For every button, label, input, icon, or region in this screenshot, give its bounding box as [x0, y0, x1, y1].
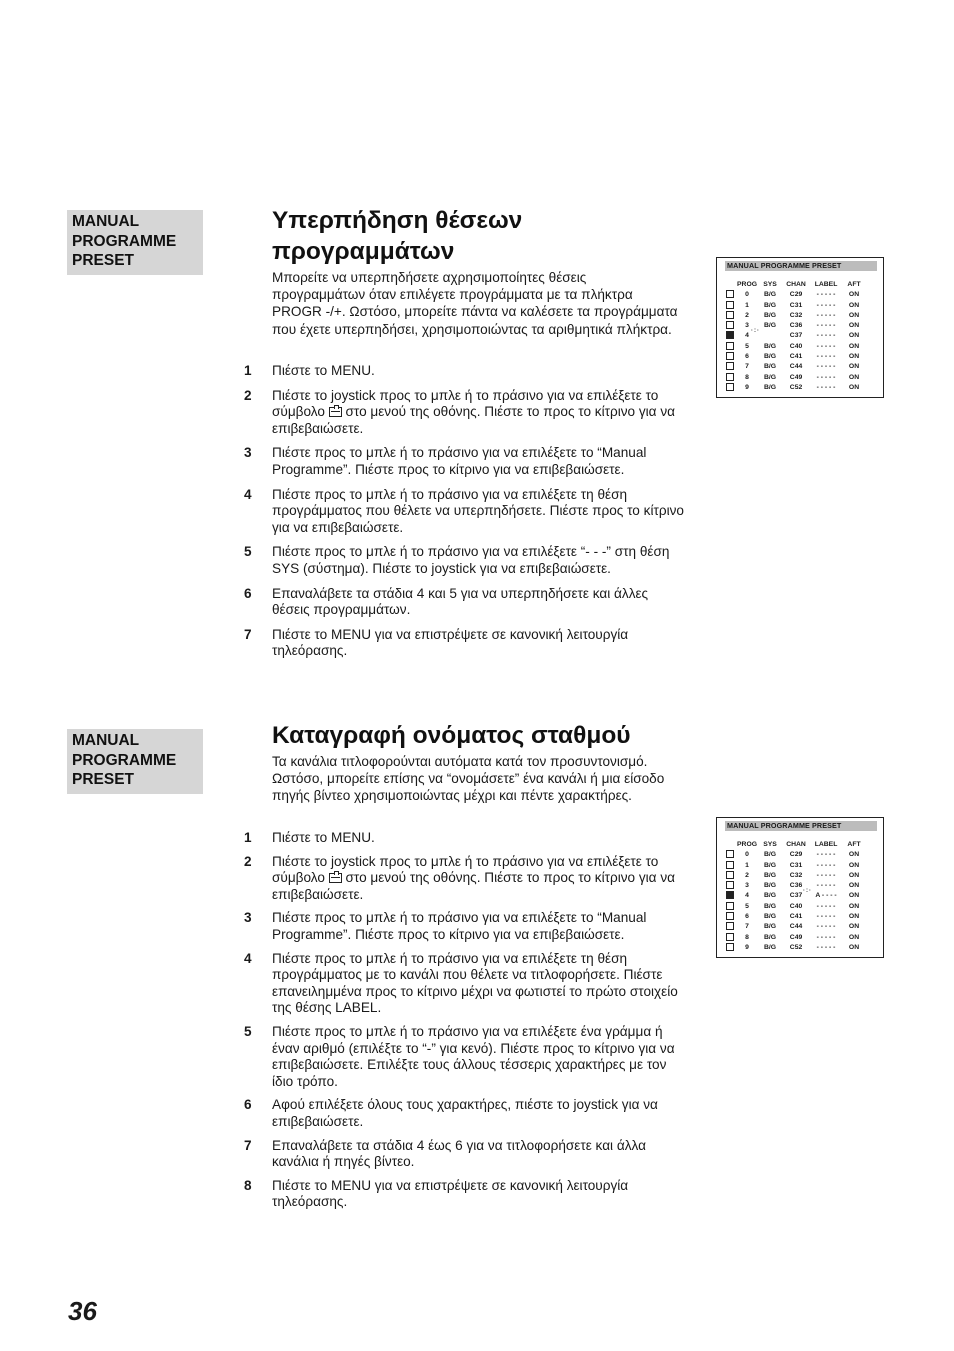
- table-cell: ON: [848, 913, 860, 921]
- step-text: Επαναλάβετε τα στάδια 4 έως 6 για να τιτλοφορήσετε και άλλα κανάλια ή πηγές βίντεο.: [272, 1137, 646, 1170]
- table-cell: B/G: [763, 342, 777, 350]
- step-number: 3: [244, 910, 252, 926]
- checkbox-icon: [726, 881, 734, 889]
- table-cell: - - - - -: [816, 322, 836, 330]
- table-cell: B/G: [763, 913, 777, 921]
- step-number: 2: [244, 853, 252, 869]
- table-cell: - - - - -: [816, 902, 836, 910]
- table-cell: C32: [789, 871, 803, 879]
- table-cell: C44: [789, 923, 803, 931]
- checkbox-column: [723, 281, 737, 290]
- table-row: [723, 933, 865, 943]
- checkbox-cell: [723, 850, 737, 860]
- step-text: Πιέστε προς το μπλε ή το πράσινο για να επιλέξετε το “Manual Programme”. Πιέστε προς το κίτρινο για να επιβεβαιώσετε.: [272, 445, 647, 477]
- table-cell: 5: [745, 902, 749, 910]
- table-cell: - - - - -: [816, 861, 836, 869]
- column-header: SYS: [763, 841, 777, 848]
- step-item: [244, 1097, 684, 1130]
- step-item: [244, 830, 684, 847]
- checkbox-icon: [726, 861, 734, 869]
- step-number: 5: [244, 1023, 252, 1039]
- table-row: [723, 912, 865, 922]
- checkbox-icon: [726, 943, 734, 951]
- table-row: [723, 850, 865, 860]
- table-row: [723, 861, 865, 871]
- table-row: [723, 922, 865, 932]
- table-row: [723, 902, 865, 912]
- table-cell: ON: [848, 923, 860, 931]
- table-row: [723, 871, 865, 881]
- checkbox-cell: [723, 933, 737, 943]
- table-cell: - - - - -: [816, 332, 836, 340]
- table-cell: B/G: [763, 363, 777, 371]
- column-header: LABEL: [814, 841, 838, 848]
- table-cell: ON: [848, 892, 860, 900]
- step-text: Πιέστε προς το μπλε ή το πράσινο για να επιλέξετε ένα γράμμα ή έναν αριθμό (επιλέξτε το “-” για κενό). Πιέστε προς το κίτρινο για να επιβεβαιώσετε. Επιλέξτε τους άλλους τέσσερις χαρακτήρες με τον ίδιο τρόπο.: [272, 1023, 675, 1089]
- table-row: [723, 321, 865, 331]
- heading-station-name: Καταγραφή ονόματος σταθμού: [272, 722, 631, 749]
- step-item: [244, 854, 684, 904]
- step-text: Πιέστε προς το μπλε ή το πράσινο για να επιλέξετε τη θέση προγράμματος με το κανάλι που θέλετε να τιτλοφορήσετε. Πιέστε επανειλημμένα προς το κίτρινο μέχρι να φωτιστεί το πρώτο στοιχείο της θέσης LABEL.: [272, 950, 678, 1016]
- table-body: [723, 850, 865, 953]
- page-number: 36: [68, 1296, 97, 1326]
- step-text: Πιέστε το joystick προς το μπλε ή το πράσινο για να επιλέξετε το σύμβολο: [272, 387, 659, 420]
- table-cell: - - - - -: [816, 933, 836, 941]
- checkbox-icon: [726, 383, 734, 391]
- checkbox-cell: [723, 383, 737, 393]
- table-row: [723, 373, 865, 383]
- steps-list-skip: [244, 363, 684, 660]
- table-cell: ON: [848, 353, 860, 361]
- checkbox-cell: [723, 912, 737, 922]
- checkbox-icon: [726, 331, 734, 339]
- column-header: CHAN: [786, 281, 806, 288]
- table-cell: C31: [789, 861, 803, 869]
- table-cell: - - - - -: [816, 363, 836, 371]
- column-header: LABEL: [814, 281, 838, 288]
- checkbox-icon: [726, 301, 734, 309]
- checkbox-cell: [723, 891, 737, 901]
- table-row: [723, 891, 865, 901]
- table-cell: B/G: [763, 322, 777, 330]
- table-cell: C32: [789, 311, 803, 319]
- step-item: [244, 910, 684, 943]
- table-cell: ·:· A - - - -: [809, 891, 843, 901]
- step-text: Πιέστε το MENU για να επιστρέψετε σε κανονική λειτουργία τηλεόρασης.: [272, 1177, 629, 1210]
- checkbox-cell: [723, 871, 737, 881]
- step-item: [244, 544, 684, 577]
- table-cell: C41: [789, 353, 803, 361]
- table-cell: C37: [789, 332, 803, 340]
- step-item: [244, 388, 684, 438]
- step-number: 5: [244, 544, 252, 560]
- column-header: PROG: [737, 841, 758, 848]
- step-number: 8: [244, 1177, 252, 1193]
- table-cell: 8: [745, 373, 749, 381]
- table-cell: ON: [848, 871, 860, 879]
- table-cell: 4: [745, 332, 749, 340]
- table-cell: 1: [745, 301, 749, 309]
- setup-menu-icon: [329, 873, 342, 883]
- checkbox-cell: [723, 373, 737, 383]
- checkbox-cell: [723, 331, 737, 341]
- heading-line: Υπερπήδηση θέσεων: [272, 207, 523, 234]
- programme-table: [723, 841, 865, 953]
- table-body: [723, 290, 865, 393]
- step-item: [244, 363, 684, 380]
- menu-screen-illustration: [716, 817, 884, 958]
- checkbox-icon: [726, 891, 734, 899]
- step-text: Πιέστε προς το μπλε ή το πράσινο για να επιλέξετε “- - -” στη θέση SYS (σύστημα). Πιέστε το joystick για να επιβεβαιώσετε.: [272, 544, 670, 576]
- checkbox-icon: [726, 362, 734, 370]
- checkbox-cell: [723, 943, 737, 953]
- table-cell: C36: [789, 882, 803, 890]
- checkbox-icon: [726, 321, 734, 329]
- checkbox-cell: [723, 301, 737, 311]
- table-row: [723, 301, 865, 311]
- table-cell: B/G: [763, 882, 777, 890]
- table-row: [723, 383, 865, 393]
- checkbox-icon: [726, 933, 734, 941]
- heading-skip-positions: [272, 205, 522, 267]
- step-number: 3: [244, 445, 252, 461]
- step-text: στο μενού της οθόνης. Πιέστε το προς το κίτρινο για να επιβεβαιώσετε.: [272, 870, 675, 902]
- table-cell: B/G: [763, 353, 777, 361]
- step-item: [244, 1024, 684, 1090]
- checkbox-cell: [723, 352, 737, 362]
- table-cell: B/G: [763, 902, 777, 910]
- tag-line: MANUAL: [72, 732, 140, 749]
- screen-title: MANUAL PROGRAMME PRESET: [725, 821, 877, 831]
- checkbox-icon: [726, 912, 734, 920]
- table-cell: C52: [789, 383, 803, 391]
- table-cell: ON: [848, 291, 860, 299]
- tag-line: MANUAL: [72, 213, 140, 230]
- table-cell: B/G: [763, 373, 777, 381]
- table-cell: ON: [848, 301, 860, 309]
- table-cell: 7: [745, 363, 749, 371]
- table-cell: C41: [789, 913, 803, 921]
- table-cell: 9: [745, 943, 749, 951]
- checkbox-cell: [723, 342, 737, 352]
- table-cell: C29: [789, 291, 803, 299]
- step-text: Αφού επιλέξετε όλους τους χαρακτήρες, πιέστε το joystick για να επιβεβαιώσετε.: [272, 1097, 658, 1129]
- table-cell: 7: [745, 923, 749, 931]
- table-cell: - - - - -: [816, 291, 836, 299]
- step-item: [244, 445, 684, 478]
- checkbox-icon: [726, 902, 734, 910]
- table-cell: - - - - -: [816, 871, 836, 879]
- table-cell: ON: [848, 311, 860, 319]
- step-item: [244, 487, 684, 537]
- table-cell: C52: [789, 943, 803, 951]
- table-cell: 4: [745, 892, 749, 900]
- checkbox-cell: [723, 311, 737, 321]
- column-header: AFT: [847, 841, 861, 848]
- step-text: στο μενού της οθόνης. Πιέστε το προς το κίτρινο για να επιβεβαιώσετε.: [272, 404, 675, 436]
- table-row: [723, 881, 865, 891]
- table-cell: C40: [789, 342, 803, 350]
- table-cell: ON: [848, 851, 860, 859]
- table-cell: ON: [848, 882, 860, 890]
- tag-line: PRESET: [72, 771, 135, 788]
- step-number: 6: [244, 1097, 252, 1113]
- table-row: [723, 342, 865, 352]
- checkbox-cell: [723, 321, 737, 331]
- table-cell: 5: [745, 342, 749, 350]
- table-cell: B/G: [763, 383, 777, 391]
- table-cell: C44: [789, 363, 803, 371]
- table-row: [723, 362, 865, 372]
- table-cell: C49: [789, 373, 803, 381]
- table-cell: 1: [745, 861, 749, 869]
- step-item: [244, 586, 684, 619]
- column-header: SYS: [763, 281, 777, 288]
- table-cell: B/G: [763, 943, 777, 951]
- table-cell: ON: [848, 861, 860, 869]
- step-item: [244, 951, 684, 1017]
- checkbox-cell: [723, 861, 737, 871]
- step-number: 2: [244, 387, 252, 403]
- column-header: CHAN: [786, 841, 806, 848]
- table-cell: 3: [745, 882, 749, 890]
- steps-list-label: [244, 830, 684, 1211]
- checkbox-icon: [726, 871, 734, 879]
- checkbox-icon: [726, 290, 734, 298]
- menu-screen-illustration: [716, 257, 884, 398]
- table-cell: C49: [789, 933, 803, 941]
- table-cell: 6: [745, 353, 749, 361]
- checkbox-cell: [723, 290, 737, 300]
- checkbox-cell: [723, 922, 737, 932]
- table-row: [723, 290, 865, 300]
- step-number: 1: [244, 830, 252, 845]
- table-cell: [757, 331, 783, 341]
- checkbox-column: [723, 841, 737, 850]
- table-cell: ON: [848, 332, 860, 340]
- table-cell: - - - - -: [816, 311, 836, 319]
- column-header: PROG: [737, 281, 758, 288]
- table-cell: ON: [848, 902, 860, 910]
- table-cell: C31: [789, 301, 803, 309]
- table-cell: 9: [745, 383, 749, 391]
- table-cell: - - - - -: [816, 301, 836, 309]
- step-number: 6: [244, 585, 252, 601]
- column-header: AFT: [847, 281, 861, 288]
- table-cell: 6: [745, 913, 749, 921]
- step-number: 7: [244, 626, 252, 642]
- table-cell: C36: [789, 322, 803, 330]
- table-cell: - - - - -: [816, 923, 836, 931]
- intro-paragraph: Τα κανάλια τιτλοφορούνται αυτόματα κατά τον προσυντονισμό. Ωστόσο, μπορείτε επίσης να “ονομάσετε” ένα κανάλι ή μια είσοδο πηγής βίντεο χρησιμοποιώντας μέχρι και πέντε χαρακτήρες.: [272, 754, 665, 804]
- table-cell: - - - - -: [816, 882, 836, 890]
- screen-title: MANUAL PROGRAMME PRESET: [725, 261, 877, 271]
- heading-line: προγραμμάτων: [272, 238, 455, 265]
- table-cell: B/G: [763, 851, 777, 859]
- table-cell: C37: [789, 892, 803, 900]
- table-cell: ON: [848, 943, 860, 951]
- tag-line: PRESET: [72, 252, 135, 269]
- table-cell: ON: [848, 373, 860, 381]
- step-item: [244, 627, 684, 660]
- section-tag-label: [67, 729, 203, 794]
- checkbox-icon: [726, 311, 734, 319]
- table-row: [723, 331, 865, 341]
- checkbox-icon: [726, 850, 734, 858]
- checkbox-cell: [723, 362, 737, 372]
- tag-line: PROGRAMME: [72, 751, 177, 769]
- table-cell: 0: [745, 851, 749, 859]
- table-cell: - - - - -: [816, 913, 836, 921]
- section-tag-skip: [67, 210, 203, 275]
- checkbox-icon: [726, 373, 734, 381]
- checkbox-cell: [723, 881, 737, 891]
- table-cell: B/G: [763, 892, 777, 900]
- step-number: 4: [244, 486, 252, 502]
- table-cell: - - - - -: [816, 373, 836, 381]
- table-cell: - - - - -: [816, 383, 836, 391]
- step-text: Επαναλάβετε τα στάδια 4 και 5 για να υπερπηδήσετε και άλλες θέσεις προγραμμάτων.: [272, 585, 649, 618]
- table-cell: - - - - -: [816, 353, 836, 361]
- table-cell: B/G: [763, 923, 777, 931]
- table-cell: ON: [848, 342, 860, 350]
- table-cell: ON: [848, 322, 860, 330]
- step-number: 4: [244, 950, 252, 966]
- table-cell: B/G: [763, 861, 777, 869]
- table-cell: ON: [848, 383, 860, 391]
- table-cell: B/G: [763, 301, 777, 309]
- step-text: Πιέστε το joystick προς το μπλε ή το πράσινο για να επιλέξετε το σύμβολο: [272, 853, 659, 886]
- table-cell: B/G: [763, 933, 777, 941]
- step-text: Πιέστε το MENU.: [272, 830, 375, 845]
- step-text: Πιέστε το MENU για να επιστρέψετε σε κανονική λειτουργία τηλεόρασης.: [272, 626, 629, 659]
- step-item: [244, 1138, 684, 1171]
- table-row: [723, 311, 865, 321]
- programme-table: [723, 281, 865, 393]
- step-text: Πιέστε προς το μπλε ή το πράσινο για να επιλέξετε το “Manual Programme”. Πιέστε προς το κίτρινο για να επιβεβαιώσετε.: [272, 910, 647, 942]
- table-cell: C29: [789, 851, 803, 859]
- table-cell: 0: [745, 291, 749, 299]
- table-cell: B/G: [763, 291, 777, 299]
- checkbox-icon: [726, 352, 734, 360]
- step-number: 7: [244, 1137, 252, 1153]
- table-row: [723, 943, 865, 953]
- intro-paragraph: Μπορείτε να υπερπηδήσετε αχρησιμοποίητες θέσεις προγραμμάτων όταν επιλέγετε προγράμματα με τα πλήκτρα PROGR -/+. Ωστόσο, μπορείτε πάντα να καλέσετε τα προγράμματα που έχετε υπερπηδήσει, χρησιμοποιώντας τα αριθμητικά πλήκτρα.: [272, 270, 678, 337]
- table-cell: ON: [848, 933, 860, 941]
- step-text: Πιέστε προς το μπλε ή το πράσινο για να επιλέξετε τη θέση προγράμματος που θέλετε να υπερπηδήσετε. Πιέστε προς το κίτρινο για να επιβεβαιώσετε.: [272, 486, 684, 535]
- step-text: Πιέστε το MENU.: [272, 363, 375, 378]
- table-row: [723, 352, 865, 362]
- table-cell: B/G: [763, 871, 777, 879]
- table-cell: 3: [745, 322, 749, 330]
- tag-line: PROGRAMME: [72, 232, 177, 250]
- checkbox-cell: [723, 902, 737, 912]
- table-cell: - - - - -: [816, 943, 836, 951]
- setup-menu-icon: [329, 407, 342, 417]
- checkbox-icon: [726, 922, 734, 930]
- table-cell: - - - - -: [816, 342, 836, 350]
- step-item: [244, 1178, 684, 1211]
- checkbox-icon: [726, 342, 734, 350]
- table-cell: - - - - -: [816, 851, 836, 859]
- table-cell: 2: [745, 871, 749, 879]
- table-cell: C40: [789, 902, 803, 910]
- table-cell: ON: [848, 363, 860, 371]
- table-cell: 8: [745, 933, 749, 941]
- table-cell: 2: [745, 311, 749, 319]
- table-cell: B/G: [763, 311, 777, 319]
- step-number: 1: [244, 363, 252, 378]
